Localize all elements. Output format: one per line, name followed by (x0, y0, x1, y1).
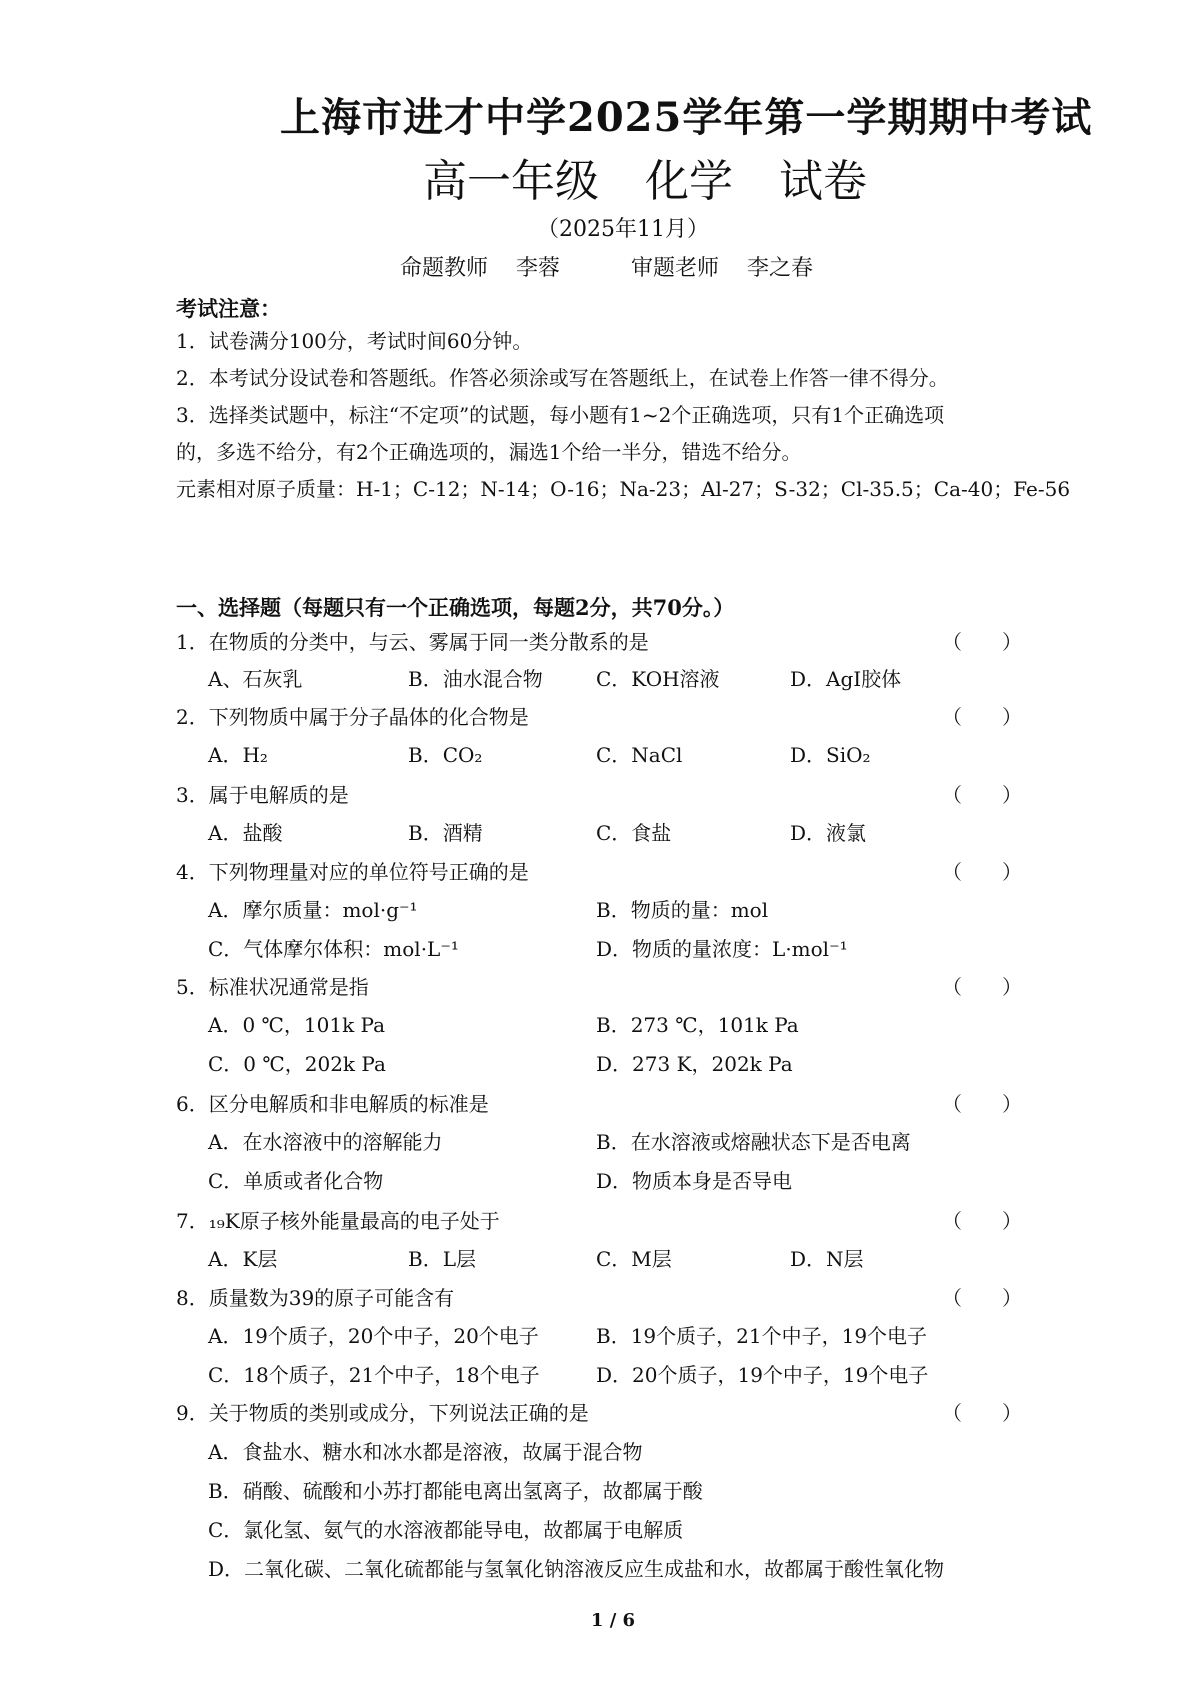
question-8: 8．质量数为39的原子可能含有 (176, 1286, 455, 1310)
option: A．19个质子，20个中子，20个电子 (208, 1324, 539, 1348)
page-number: 1 / 6 (590, 1610, 636, 1631)
option: C．气体摩尔体积：mol·L⁻¹ (208, 937, 459, 961)
answer-paren: （ ） (942, 1209, 1022, 1233)
answer-paren: （ ） (942, 705, 1022, 729)
question-1: 1．在物质的分类中，与云、雾属于同一类分散系的是 (176, 630, 649, 654)
option: A、石灰乳 (208, 667, 303, 691)
option: D．20个质子，19个中子，19个电子 (596, 1363, 929, 1387)
option: A．0 ℃，101k Pa (208, 1013, 386, 1037)
option: B．硝酸、硫酸和小苏打都能电离出氢离子，故都属于酸 (208, 1479, 703, 1503)
section-heading: 一、选择题（每题只有一个正确选项，每题2分，共70分。） (176, 595, 735, 620)
answer-paren: （ ） (942, 783, 1022, 807)
atomic-masses: 元素相对原子质量：H-1；C-12；N-14；O-16；Na-23；Al-27；S-32；Cl-35.5；Ca-40；Fe-56 (176, 477, 1071, 501)
question-7: 7．₁₉K原子核外能量最高的电子处于 (176, 1209, 500, 1233)
option: D．物质本身是否导电 (596, 1169, 793, 1193)
option: A．K层 (208, 1247, 278, 1271)
subject-label: 化学 (645, 156, 733, 207)
teachers-line (400, 251, 841, 282)
question-5: 5．标准状况通常是指 (176, 975, 369, 999)
answer-paren: （ ） (942, 860, 1022, 884)
option: C．单质或者化合物 (208, 1169, 384, 1193)
option: C．0 ℃，202k Pa (208, 1052, 386, 1076)
notice-line: 2．本考试分设试卷和答题纸。作答必须涂或写在答题纸上，在试卷上作答一律不得分。 (176, 366, 949, 390)
answer-paren: （ ） (942, 975, 1022, 999)
answer-paren: （ ） (942, 1401, 1022, 1425)
notice-line: 的，多选不给分，有2个正确选项的，漏选1个给一半分，错选不给分。 (176, 440, 802, 464)
notice-line: 3．选择类试题中，标注“不定项”的试题，每小题有1~2个正确选项，只有1个正确选项 (176, 403, 945, 427)
paper-label: 试卷 (779, 156, 867, 207)
option: C．18个质子，21个中子，18个电子 (208, 1363, 540, 1387)
author-name: 李蓉 (516, 256, 561, 281)
question-4: 4．下列物理量对应的单位符号正确的是 (176, 860, 529, 884)
question-9: 9．关于物质的类别或成分，下列说法正确的是 (176, 1401, 589, 1425)
option: B．CO₂ (408, 743, 483, 767)
reviewer-label: 审题老师 (631, 256, 720, 281)
option: D．物质的量浓度：L·mol⁻¹ (596, 937, 848, 961)
reviewer-name: 李之春 (747, 256, 814, 281)
option: B．L层 (408, 1247, 476, 1271)
option: C．氯化氢、氨气的水溶液都能导电，故都属于电解质 (208, 1518, 684, 1542)
option: A．在水溶液中的溶解能力 (208, 1130, 443, 1154)
option: C．M层 (596, 1247, 672, 1271)
question-6: 6．区分电解质和非电解质的标准是 (176, 1092, 489, 1116)
option: B．酒精 (408, 821, 483, 845)
exam-date: （2025年11月） (537, 217, 709, 242)
option: A．H₂ (208, 743, 268, 767)
grade-label: 高一年级 (423, 156, 599, 207)
option: A．摩尔质量：mol·g⁻¹ (208, 898, 418, 922)
notice-line: 1．试卷满分100分，考试时间60分钟。 (176, 329, 533, 353)
option: C．NaCl (596, 743, 683, 767)
option: B．273 ℃，101k Pa (596, 1013, 799, 1037)
option: C．食盐 (596, 821, 672, 845)
option: D．SiO₂ (790, 743, 871, 767)
option: D．液氯 (790, 821, 867, 845)
option: D．273 K，202k Pa (596, 1052, 793, 1076)
option: B．在水溶液或熔融状态下是否电离 (596, 1130, 911, 1154)
option: D．N层 (790, 1247, 864, 1271)
option: A．盐酸 (208, 821, 283, 845)
option: C．KOH溶液 (596, 667, 720, 691)
answer-paren: （ ） (942, 1286, 1022, 1310)
option: D．AgI胶体 (790, 667, 902, 691)
option: B．19个质子，21个中子，19个电子 (596, 1324, 928, 1348)
option: B．物质的量：mol (596, 898, 769, 922)
author-label: 命题教师 (400, 256, 489, 281)
question-3: 3．属于电解质的是 (176, 783, 349, 807)
answer-paren: （ ） (942, 630, 1022, 654)
school-title: 上海市进才中学2025学年第一学期期中考试 (280, 94, 1093, 141)
option: B．油水混合物 (408, 667, 543, 691)
paper-title (0, 145, 1190, 209)
option: D．二氧化碳、二氧化硫都能与氢氧化钠溶液反应生成盐和水，故都属于酸性氧化物 (208, 1557, 945, 1581)
answer-paren: （ ） (942, 1092, 1022, 1116)
option: A．食盐水、糖水和冰水都是溶液，故属于混合物 (208, 1440, 643, 1464)
notice-heading: 考试注意： (176, 296, 281, 321)
question-2: 2．下列物质中属于分子晶体的化合物是 (176, 705, 529, 729)
